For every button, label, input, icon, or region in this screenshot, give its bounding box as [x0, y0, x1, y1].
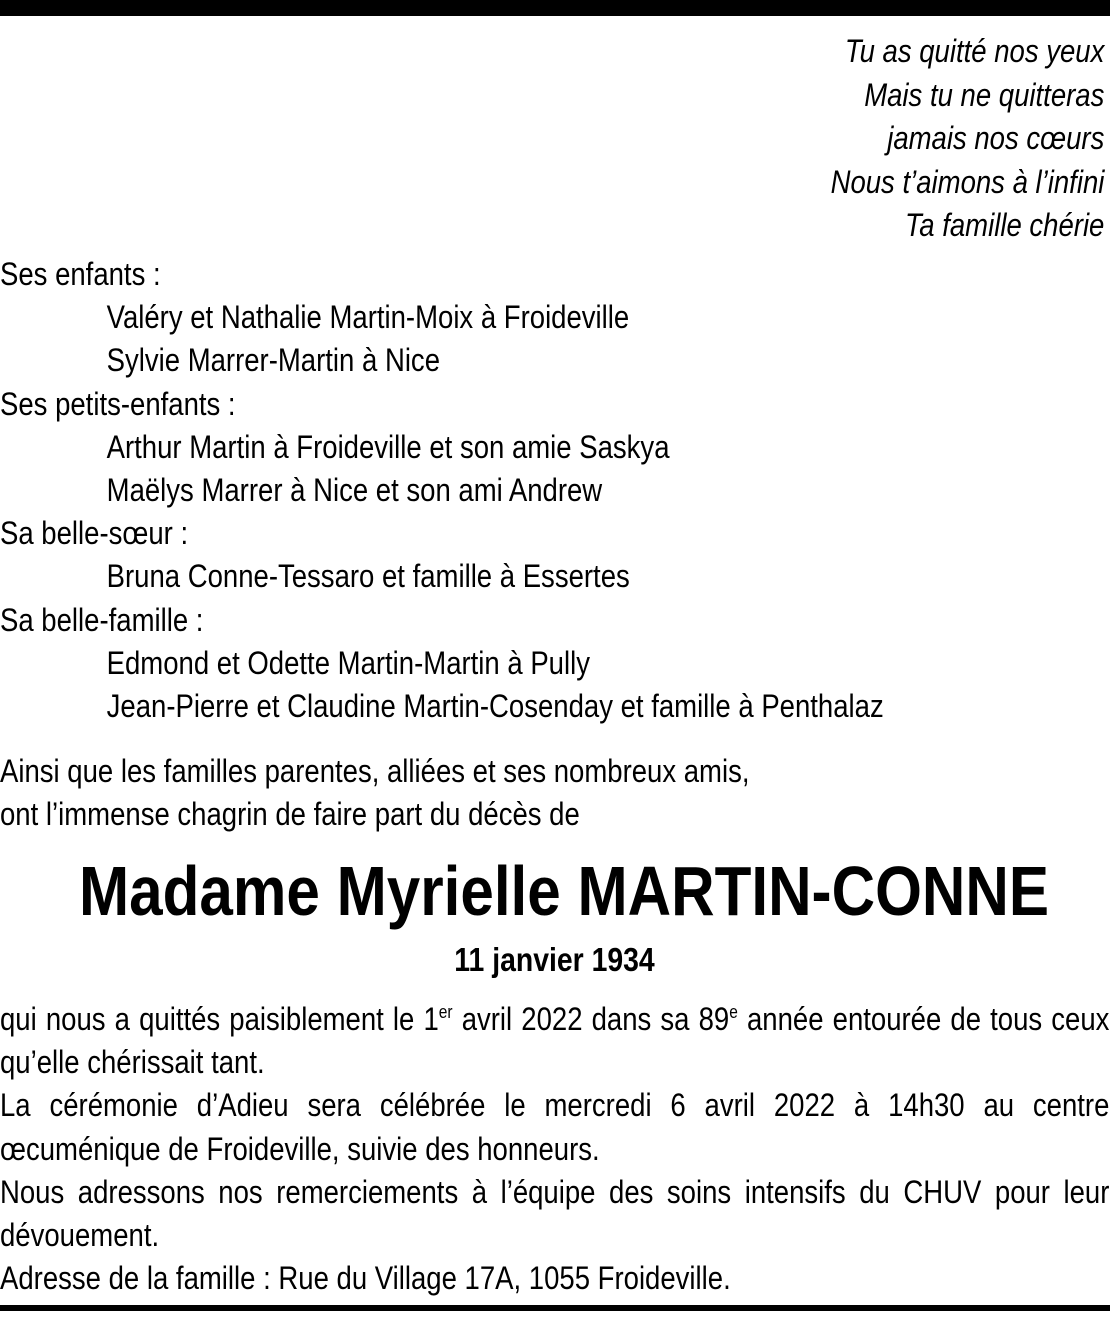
- bottom-border-rule: [0, 1305, 1110, 1311]
- announcement-body: [0, 998, 1109, 1300]
- poem-line: Tu as quitté nos yeux: [844, 33, 1104, 69]
- birth-date-line: [0, 938, 1110, 982]
- intro-line: ont l’immense chagrin de faire part du décès de: [0, 796, 580, 832]
- passing-text: qui nous a quittés paisiblement le 1: [0, 1001, 439, 1037]
- passing-paragraph: [0, 998, 1109, 1084]
- family-member: Edmond et Odette Martin-Martin à Pully: [106, 644, 590, 681]
- family-member: Valéry et Nathalie Martin-Moix à Froideville: [106, 299, 630, 336]
- family-member: Maëlys Marrer à Nice et son ami Andrew: [106, 472, 603, 509]
- deceased-name-heading: [0, 848, 1110, 934]
- grandchildren-heading: Ses petits-enfants :: [0, 385, 236, 422]
- family-member: Jean-Pierre et Claudine Martin-Cosenday et famille à Penthalaz: [106, 688, 884, 725]
- family-member: Bruna Conne-Tessaro et famille à Essertes: [106, 558, 630, 595]
- birth-date: 11 janvier 1934: [454, 941, 656, 978]
- passing-text: avril 2022 dans sa 89: [452, 1001, 730, 1037]
- passing-text: année entourée de tous ceux qu’elle chérissait tant.: [0, 1001, 1110, 1081]
- thanks-paragraph: Nous adressons nos remerciements à l’équipe des soins intensifs du CHUV pour leur dévouement.: [0, 1173, 1110, 1254]
- family-list: [0, 253, 884, 728]
- address-paragraph: Adresse de la famille : Rue du Village 17A, 1055 Froideville.: [0, 1260, 731, 1297]
- intro-line: Ainsi que les familles parentes, alliées et ses nombreux amis,: [0, 753, 750, 789]
- poem-block: [830, 30, 1104, 248]
- poem-line: Ta famille chérie: [904, 207, 1104, 243]
- sister-in-law-heading: Sa belle-sœur :: [0, 515, 189, 552]
- family-member: Arthur Martin à Froideville et son amie Saskya: [106, 428, 670, 465]
- poem-line: jamais nos cœurs: [886, 120, 1104, 156]
- children-heading: Ses enfants :: [0, 256, 161, 292]
- ceremony-paragraph: La cérémonie d’Adieu sera célébrée le mercredi 6 avril 2022 à 14h30 au centre œcuménique de Froideville, suivie des honneurs.: [0, 1087, 1110, 1167]
- deceased-name: Madame Myrielle MARTIN-CONNE: [78, 852, 1050, 930]
- poem-line: Nous t’aimons à l’infini: [830, 163, 1104, 200]
- announcement-intro: [0, 750, 750, 836]
- family-member: Sylvie Marrer-Martin à Nice: [106, 342, 440, 379]
- in-laws-heading: Sa belle-famille :: [0, 601, 204, 638]
- ordinal-suffix: er: [438, 1002, 453, 1022]
- top-border-rule: [0, 0, 1110, 16]
- ordinal-suffix: e: [729, 1002, 738, 1022]
- poem-line: Mais tu ne quitteras: [863, 76, 1104, 113]
